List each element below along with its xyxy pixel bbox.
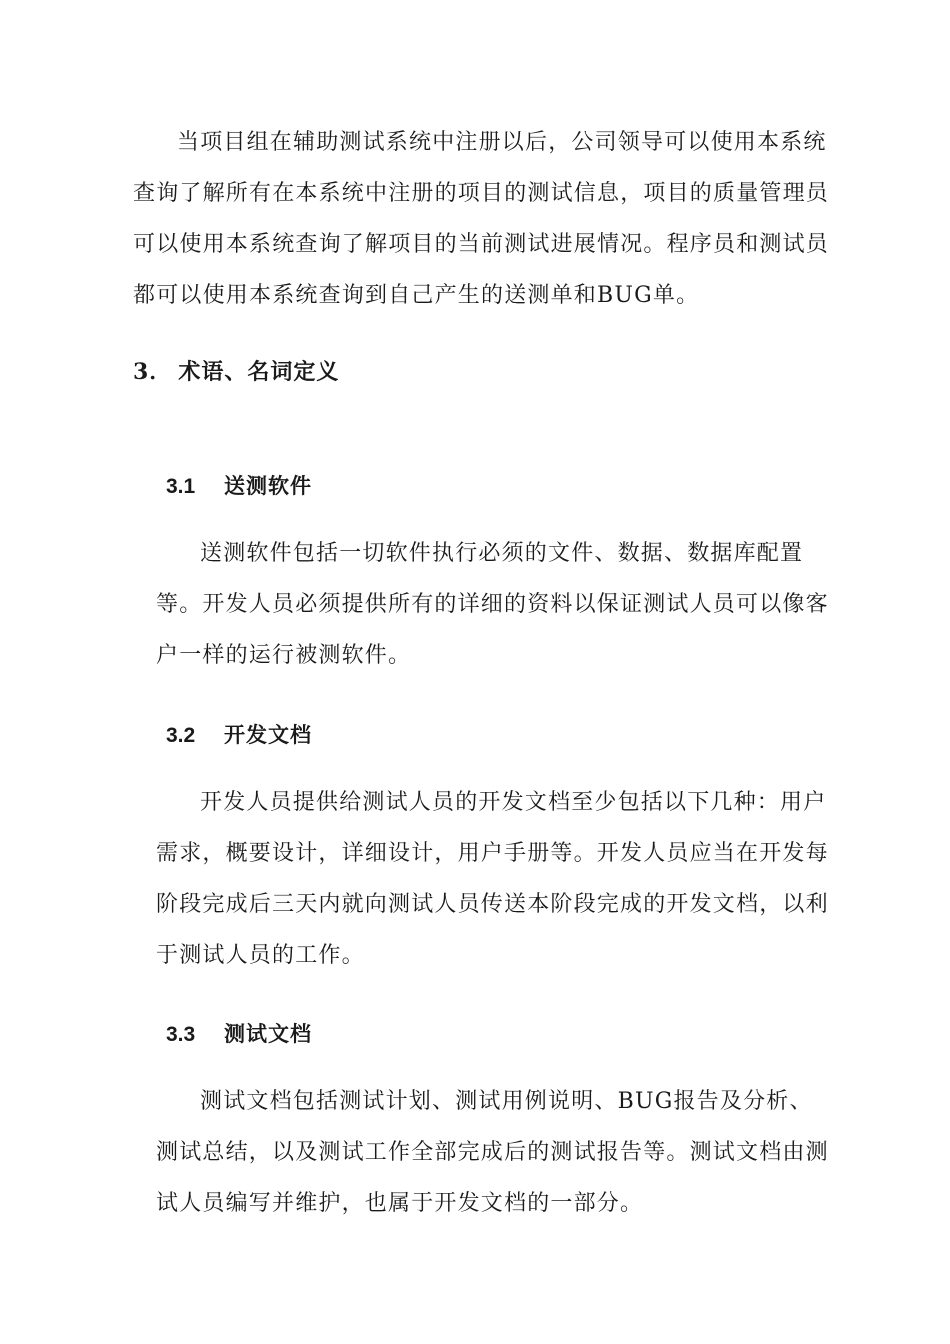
subsection-3-1-heading [166,470,312,500]
subsection-3-2-heading [166,719,312,749]
subsection-3-3-number: 3.3 [166,1023,196,1046]
section-3-number: 3． [133,359,173,385]
section-3-title: 术语、名词定义 [178,359,340,385]
subsection-3-3-body: 测试文档包括测试计划、测试用例说明、BUG报告及分析、测试总结，以及测试工作全部完成后的测试报告等。测试文档由测试人员编写并维护，也属于开发文档的一部分。 [156,1089,829,1216]
subsection-3-3-heading [166,1018,312,1048]
subsection-3-1-body: 送测软件包括一切软件执行必须的文件、数据、数据库配置等。开发人员必须提供所有的详细的资料以保证测试人员可以像客户一样的运行被测软件。 [156,541,829,668]
subsection-3-3-title: 测试文档 [224,1021,312,1046]
subsection-3-2-title: 开发文档 [224,722,312,747]
subsection-3-1-number: 3.1 [166,475,196,498]
subsection-3-2-number: 3.2 [166,724,196,747]
subsection-3-2-body: 开发人员提供给测试人员的开发文档至少包括以下几种：用户需求，概要设计，详细设计，用户手册等。开发人员应当在开发每阶段完成后三天内就向测试人员传送本阶段完成的开发文档，以利于测试人员的工作。 [156,790,829,968]
subsection-3-1-title: 送测软件 [224,473,312,498]
intro-paragraph: 当项目组在辅助测试系统中注册以后，公司领导可以使用本系统查询了解所有在本系统中注册的项目的测试信息，项目的质量管理员可以使用本系统查询了解项目的当前测试进展情况。程序员和测试员都可以使用本系统查询到自己产生的送测单和BUG单。 [133,130,830,308]
section-3-heading [133,355,339,386]
